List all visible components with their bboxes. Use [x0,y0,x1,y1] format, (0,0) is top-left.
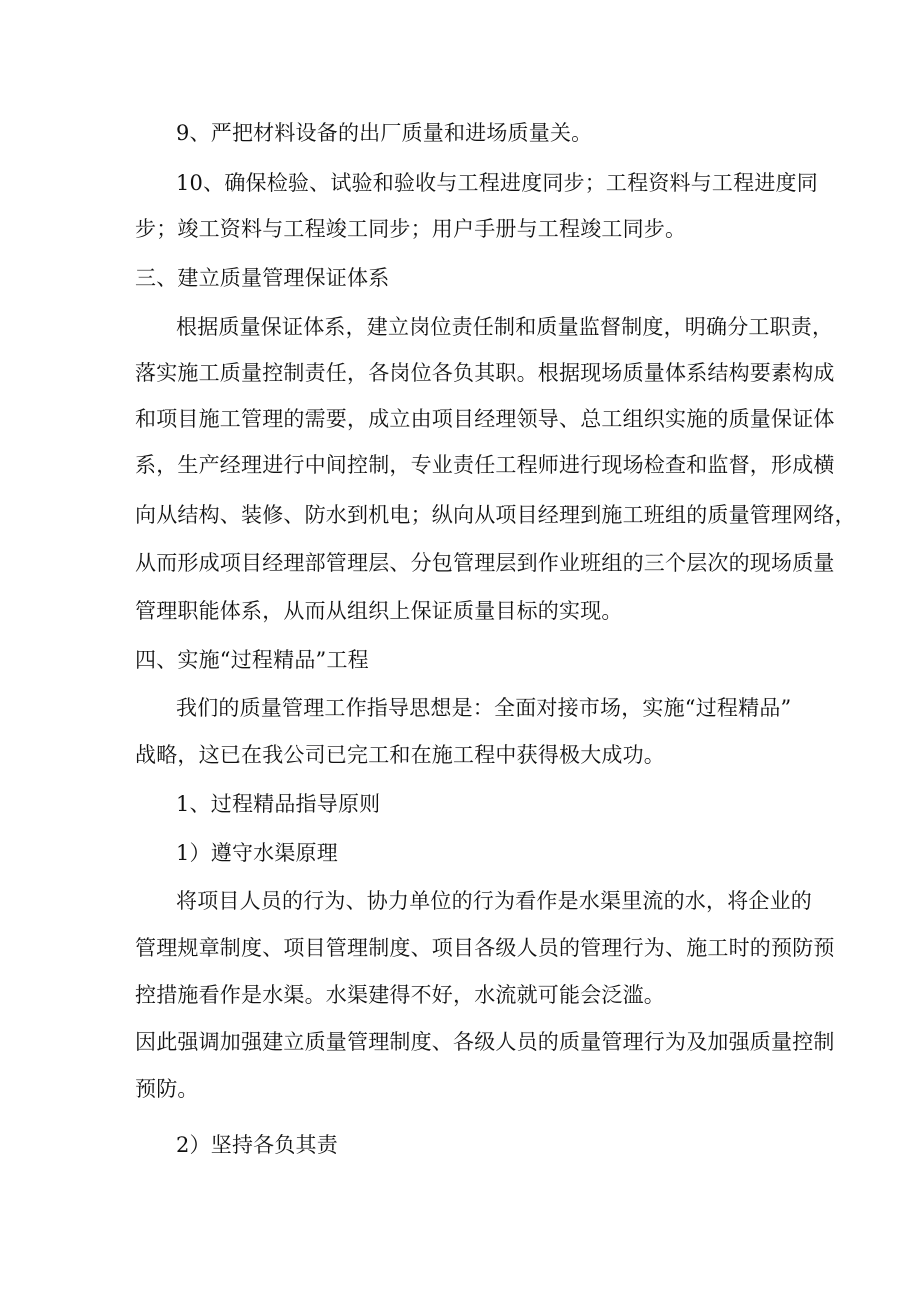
subheading-1-2: 2）坚持各负其责 [176,1133,338,1157]
section-4-paragraph-line-2: 战略，这已在我公司已完工和在施工程中获得极大成功。 [135,743,665,767]
subheading-1: 1、过程精品指导原则 [176,792,381,816]
section-3-paragraph-line-4: 系，生产经理进行中间控制，专业责任工程师进行现场检查和监督，形成横 [135,453,835,477]
section-3-paragraph-line-6: 从而形成项目经理部管理层、分包管理层到作业班组的三个层次的现场质量 [135,551,835,575]
water-channel-paragraph-line-1: 将项目人员的行为、协力单位的行为看作是水渠里流的水，将企业的 [176,889,812,913]
section-4-heading: 四、实施“过程精品”工程 [135,648,369,672]
water-channel-paragraph-line-2: 管理规章制度、项目管理制度、项目各级人员的管理行为、施工时的预防预 [135,936,835,960]
section-3-heading: 三、建立质量管理保证体系 [135,266,390,290]
section-4-paragraph-line-1: 我们的质量管理工作指导思想是：全面对接市场，实施“过程精品” [176,696,792,720]
section-3-paragraph-line-3: 和项目施工管理的需要，成立由项目经理领导、总工组织实施的质量保证体 [135,407,835,431]
section-3-paragraph-line-2: 落实施工质量控制责任，各岗位各负其职。根据现场质量体系结构要素构成 [135,361,835,385]
emphasis-paragraph-line-2: 预防。 [135,1077,199,1101]
section-3-paragraph-line-7: 管理职能体系，从而从组织上保证质量目标的实现。 [135,599,623,623]
section-3-paragraph-line-1: 根据质量保证体系，建立岗位责任制和质量监督制度，明确分工职责， [176,315,834,339]
emphasis-paragraph-line-1: 因此强调加强建立质量管理制度、各级人员的质量管理行为及加强质量控制 [135,1030,835,1054]
section-3-paragraph-line-5: 向从结构、装修、防水到机电；纵向从项目经理到施工班组的质量管理网络， [135,503,856,527]
item-10-line-1: 10、确保检验、试验和验收与工程进度同步；工程资料与工程进度同 [176,171,818,195]
item-10-line-2: 步；竣工资料与工程竣工同步；用户手册与工程竣工同步。 [135,217,687,241]
item-9: 9、严把材料设备的出厂质量和进场质量关。 [176,121,593,145]
water-channel-paragraph-line-3: 控措施看作是水渠。水渠建得不好，水流就可能会泛滥。 [135,983,665,1007]
subheading-1-1: 1）遵守水渠原理 [176,841,338,865]
